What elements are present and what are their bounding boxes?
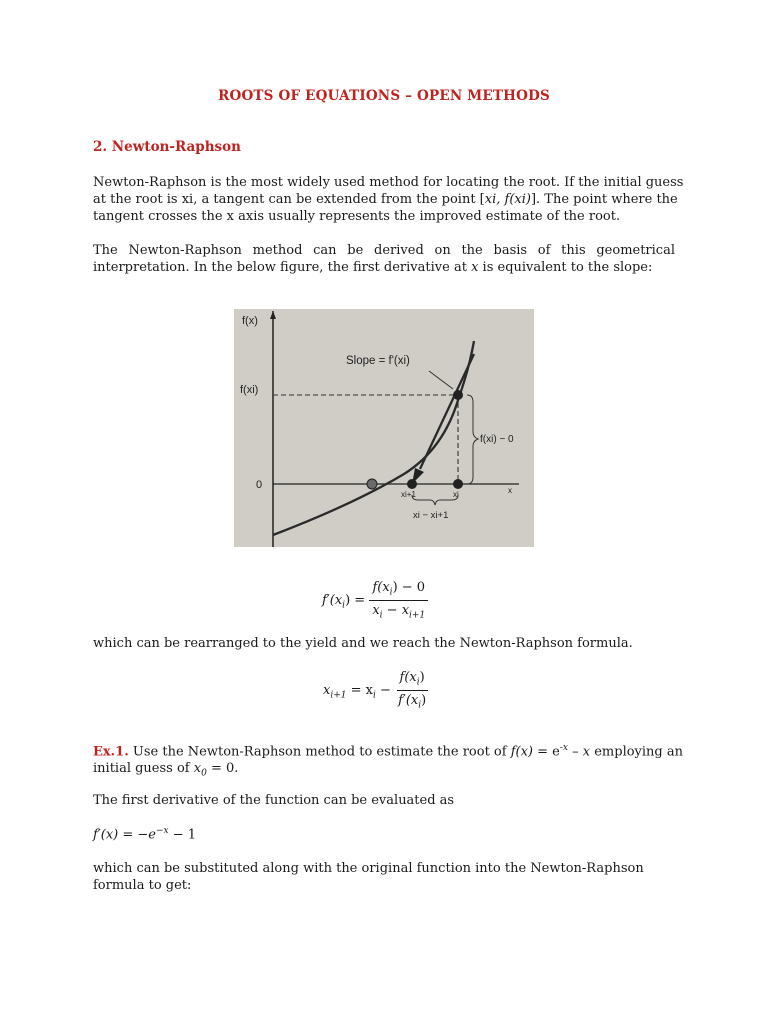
- figure-background: [234, 309, 534, 547]
- rise-label: f(xi) − 0: [480, 434, 514, 445]
- example-1-line-2: initial guess of $x_0 = 0$.: [93, 761, 239, 779]
- rearrange-paragraph: which can be rearranged to the yield and we reach the Newton-Raphson formula.: [93, 636, 633, 651]
- page-title: ROOTS OF EQUATIONS – OPEN METHODS: [218, 88, 550, 104]
- fxi-point: [453, 390, 463, 400]
- newton-raphson-formula: $x_{i+1} = x_i$ − $\frac{f(x_i)}{f'(x_i)}$: [323, 670, 429, 710]
- derivation-line-1: The Newton-Raphson method can be derived on the basis of this geometrical: [93, 243, 675, 258]
- substitution-paragraph: [93, 860, 675, 894]
- intro-line-3: tangent crosses the x axis usually represents the improved estimate of the root.: [93, 209, 621, 224]
- derivative-intro: The first derivative of the function can be evaluated as: [93, 793, 455, 808]
- fxi-label: f(xi): [240, 384, 259, 396]
- xi1-point: [407, 479, 417, 489]
- figure-graphic: [234, 309, 534, 547]
- substitution-line-2: formula to get:: [93, 878, 192, 893]
- formula-fraction: $\frac{f(x_i)}{f'(x_i)}$: [398, 670, 427, 711]
- xi-label: xi: [453, 490, 459, 499]
- newton-raphson-figure: [234, 309, 534, 547]
- intro-line-2: at the root is xi, a tangent can be extended from the point [xi, f(xi)]. The point where the: [93, 192, 678, 207]
- root-point: [367, 479, 377, 489]
- example-label: Ex.1.: [93, 744, 129, 760]
- x-axis-label: x: [508, 486, 512, 495]
- point-notation: xi, f(xi): [484, 192, 531, 207]
- example-1-line-1: Ex.1. Use the Newton-Raphson method to estimate the root of $f(x) = e^{-x} - x$ employing an: [93, 743, 684, 760]
- slope-equation: $f'(x_i)$ = $\frac{f(x_i) - 0}{x_i - x_{i+1}}$: [322, 580, 428, 620]
- intro-paragraph: [93, 174, 684, 225]
- derivation-line-2: interpretation. In the below figure, the first derivative at x is equivalent to the slope:: [93, 260, 653, 275]
- xi1-label: xi+1: [401, 490, 416, 499]
- example-1-paragraph: [93, 740, 684, 783]
- substitution-line-1: which can be substituted along with the original function into the Newton-Raphson: [93, 861, 644, 876]
- derivative-equation: $f'(x) = -e^{-x} - 1$: [93, 826, 197, 843]
- section-heading: 2. Newton-Raphson: [93, 139, 241, 155]
- derivation-paragraph: [93, 242, 675, 276]
- slope-label: Slope = f'(xi): [346, 355, 410, 367]
- xi-point: [453, 479, 463, 489]
- y-axis-label: f(x): [242, 315, 258, 327]
- zero-label: 0: [256, 479, 263, 491]
- slope-fraction: $\frac{f(x_i) - 0}{x_i - x_{i+1}}$: [369, 580, 428, 620]
- intro-line-1: Newton-Raphson is the most widely used method for locating the root. If the initial guess: [93, 175, 684, 190]
- run-label: xi − xi+1: [413, 510, 449, 521]
